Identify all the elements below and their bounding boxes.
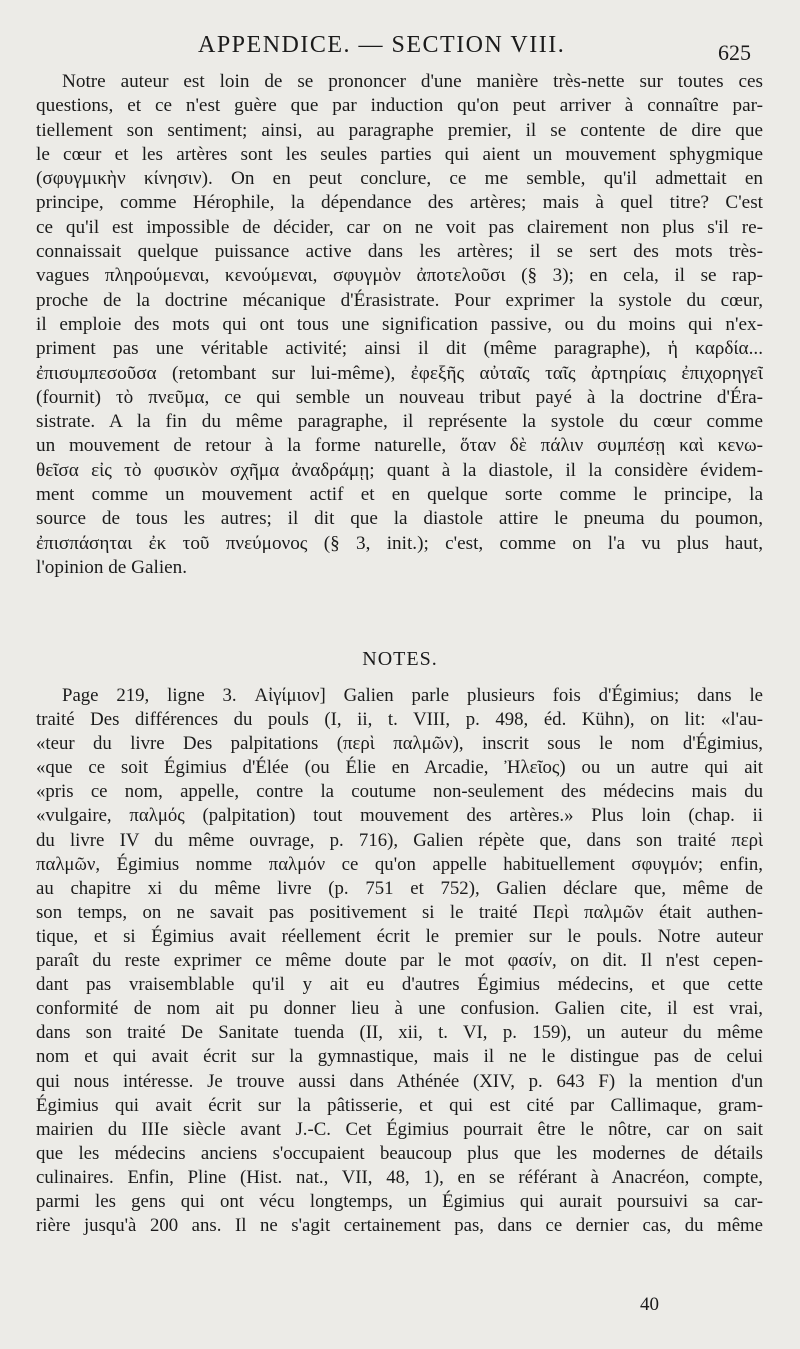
note-line: nom et qui avait écrit sur la gymnastique, mais il ne le distingue pas de celui bbox=[36, 1046, 763, 1068]
text-line: Notre auteur est loin de se prononcer d'une manière très-nette sur toutes ces bbox=[62, 71, 763, 92]
text-line: connaissait quelque puissance active dans les artères; il se sert des mots très- bbox=[36, 241, 763, 263]
note-line: «teur du livre Des palpitations (περὶ παλμῶν), inscrit sous le nom d'Égimius, bbox=[36, 733, 763, 755]
text-line: priment pas une véritable activité; ainsi il dit (même paragraphe), ἡ καρδία... bbox=[36, 338, 763, 360]
note-line: «que ce soit Égimius d'Élée (ou Élie en Arcadie, Ἠλεῖος) ou un autre qui ait bbox=[36, 757, 763, 779]
notes-text bbox=[36, 684, 763, 1238]
note-line: son temps, on ne savait pas positivement si le traité Περὶ παλμῶν était authen- bbox=[36, 901, 763, 923]
note-line: culinaires. Enfin, Pline (Hist. nat., VII, 48, 1), en se référant à Anacréon, compte, bbox=[36, 1166, 763, 1188]
text-line: (fournit) τὸ πνεῦμα, ce qui semble un nouveau tribut payé à la doctrine d'Éra- bbox=[36, 386, 763, 408]
text-line: il emploie des mots qui ont tous une signification passive, ou du moins qui n'ex- bbox=[36, 313, 763, 335]
note-line: «pris ce nom, appelle, contre la coutume non-seulement des médecins mais du bbox=[36, 781, 763, 803]
text-line: vagues πληρούμεναι, κενούμεναι, σφυγμὸν ἀποτελοῦσι (§ 3); en cela, il se rap- bbox=[36, 265, 763, 287]
note-line: Égimius qui avait écrit sur la pâtisserie, et qui est cité par Callimaque, gram- bbox=[36, 1094, 763, 1116]
note-line: traité Des différences du pouls (I, ii, t. VIII, p. 498, éd. Kühn), on lit: «l'au- bbox=[36, 709, 763, 731]
note-line: dans son traité De Sanitate tuenda (II, xii, t. VI, p. 159), un auteur du même bbox=[36, 1022, 763, 1044]
note-line: rière jusqu'à 200 ans. Il ne s'agit certainement pas, dans ce dernier cas, du même bbox=[36, 1215, 763, 1237]
text-line: sistrate. A la fin du même paragraphe, il représente la systole du cœur comme bbox=[36, 411, 763, 433]
text-line: un mouvement de retour à la forme naturelle, ὅταν δὲ πάλιν συμπέσῃ καὶ κενω- bbox=[36, 435, 763, 457]
note-line: que les médecins anciens s'occupaient beaucoup plus que les modernes de détails bbox=[36, 1142, 763, 1164]
text-line: ce qu'il est impossible de décider, car on ne voit pas clairement non plus s'il re- bbox=[36, 216, 763, 238]
note-line: paraît du reste exprimer ce même doute par le mot φασίν, on dit. Il n'est cepen- bbox=[36, 950, 763, 972]
text-line: θεῖσα εἰς τὸ φυσικὸν σχῆμα ἀναδράμῃ; quant à la diastole, il la considère évidem- bbox=[36, 459, 763, 481]
text-line: source de tous les autres; il dit que la diastole attire le pneuma du poumon, bbox=[36, 508, 763, 530]
text-line: questions, et ce n'est guère que par induction qu'on peut arriver à connaître par- bbox=[36, 95, 763, 117]
note-line: au chapitre xi du même livre (p. 751 et 752), Galien déclare que, même de bbox=[36, 877, 763, 899]
note-line: παλμῶν, Égimius nomme παλμόν ce qu'on appelle habituellement σφυγμόν; enfin, bbox=[36, 853, 763, 875]
main-text bbox=[36, 70, 763, 580]
text-line: ἐπισπάσηται ἐκ τοῦ πνεύμονος (§ 3, init.); c'est, comme on l'a vu plus haut, bbox=[36, 532, 763, 554]
text-line: l'opinion de Galien. bbox=[36, 556, 188, 578]
text-line: principe, comme Hérophile, la dépendance des artères; mais à quel titre? C'est bbox=[36, 192, 763, 214]
page-header bbox=[0, 30, 800, 70]
note-line: dant pas vraisemblable qu'il y ait eu d'autres Égimius médecins, et que cette bbox=[36, 974, 763, 996]
text-line: proche de la doctrine mécanique d'Érasistrate. Pour exprimer la systole du cœur, bbox=[36, 289, 763, 311]
page-number: 625 bbox=[718, 40, 751, 65]
note-line: qui nous intéresse. Je trouve aussi dans Athénée (XIV, p. 643 F) la mention d'un bbox=[36, 1070, 763, 1092]
note-line: Page 219, ligne 3. Αἰγίμιον] Galien parle plusieurs fois d'Égimius; dans le bbox=[62, 685, 763, 706]
text-line: (σφυγμικὴν κίνησιν). On en peut conclure, ce me semble, qu'il admettait en bbox=[36, 168, 763, 190]
text-line: le cœur et les artères sont les seules parties qui aient un mouvement sphygmique bbox=[36, 143, 763, 165]
note-line: conformité de nom ait pu donner lieu à une confusion. Galien cite, il est vrai, bbox=[36, 998, 763, 1020]
text-line: ἐπισυμπεσοῦσα (retombant sur lui-même), ἐφεξῆς αὐταῖς ταῖς ἀρτηρίαις ἐπιχορηγεῖ bbox=[36, 362, 763, 384]
signature-mark: 40 bbox=[640, 1294, 659, 1315]
text-line: tiellement son sentiment; ainsi, au paragraphe premier, il se contente de dire que bbox=[36, 119, 763, 141]
notes-heading: NOTES. bbox=[362, 648, 438, 670]
note-line: du livre IV du même ouvrage, p. 716), Galien répète que, dans son traité περὶ bbox=[36, 829, 763, 851]
note-line: tique, et si Égimius avait réellement écrit le premier sur le pouls. Notre auteur bbox=[36, 925, 763, 947]
running-head: APPENDICE. — SECTION VIII. bbox=[198, 32, 566, 58]
note-line: mairien du IIIe siècle avant J.-C. Cet Égimius pourrait être le nôtre, car on sait bbox=[36, 1118, 763, 1140]
note-line: parmi les gens qui ont vécu longtemps, un Égimius qui aurait poursuivi sa car- bbox=[36, 1190, 763, 1212]
note-line: «vulgaire, παλμός (palpitation) tout mouvement des artères.» Plus loin (chap. ii bbox=[36, 805, 763, 827]
text-line: ment comme un mouvement actif et en quelque sorte comme le principe, la bbox=[36, 484, 763, 506]
